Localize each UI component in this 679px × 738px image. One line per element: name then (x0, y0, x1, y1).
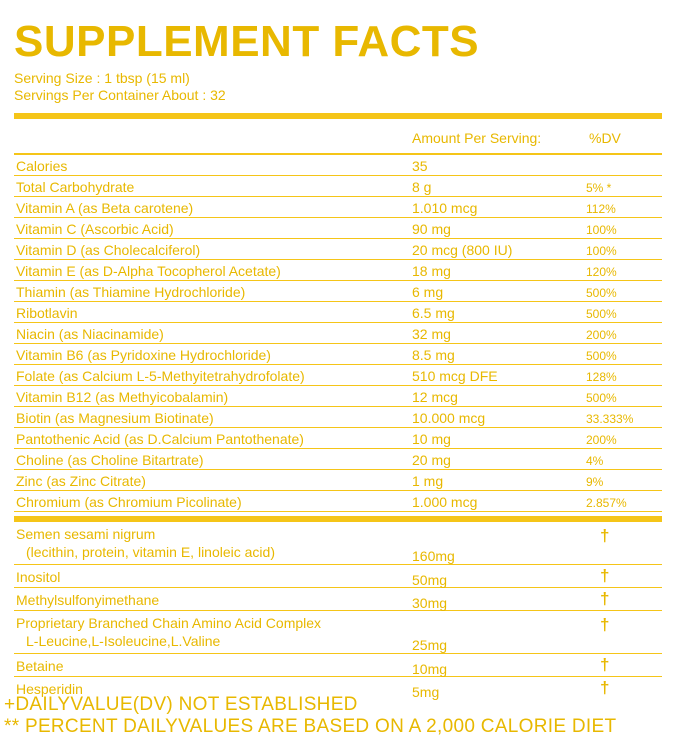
nutrient-amount: 10 mg (412, 431, 451, 447)
nutrient-name: Pantothenic Acid (as D.Calcium Pantothenate) (16, 431, 304, 447)
percent-dv-note: ** PERCENT DAILYVALUES ARE BASED ON A 2,000 CALORIE DIET (4, 716, 617, 737)
dagger-marker: † (600, 589, 610, 608)
ingredient-amount: 50mg (412, 572, 448, 588)
serving-info (14, 70, 662, 104)
nutrient-amount: 18 mg (412, 263, 451, 279)
nutrient-dv: 128% (586, 370, 617, 384)
nutrient-dv: 5% * (586, 181, 612, 195)
nutrient-name: Folate (as Calcium L-5-Methyitetrahydrofolate) (16, 368, 305, 384)
proprietary-row (14, 654, 662, 676)
column-header-row (14, 119, 662, 153)
panel-title: SUPPLEMENT FACTS (14, 17, 480, 66)
nutrient-dv: 500% (586, 286, 617, 300)
serving-size: Serving Size : 1 tbsp (15 ml) (14, 70, 190, 86)
nutrient-row (14, 428, 662, 448)
nutrient-amount: 90 mg (412, 221, 451, 237)
proprietary-row (14, 588, 662, 610)
nutrient-name: Chromium (as Chromium Picolinate) (16, 494, 242, 510)
dv-not-established-note: +DAILYVALUE(DV) NOT ESTABLISHED (4, 694, 358, 715)
nutrient-row (14, 386, 662, 406)
nutrient-dv: 9% (586, 475, 604, 489)
nutrient-dv: 120% (586, 265, 617, 279)
nutrient-row (14, 239, 662, 259)
nutrient-name: Vitamin E (as D-Alpha Tocopherol Acetate) (16, 263, 281, 279)
ingredient-subtext: L-Leucine,L-Isoleucine,L.Valine (26, 633, 221, 649)
nutrient-name: Vitamin B6 (as Pyridoxine Hydrochloride) (16, 347, 271, 363)
nutrient-list (14, 155, 662, 512)
dagger-marker: † (600, 615, 610, 634)
nutrient-row (14, 365, 662, 385)
nutrient-amount: 8.5 mg (412, 347, 455, 363)
supplement-facts-panel (14, 0, 662, 699)
servings-per-container: Servings Per Container About : 32 (14, 87, 226, 103)
ingredient-name: Semen sesami nigrum (16, 526, 156, 542)
ingredient-amount: 30mg (412, 595, 448, 611)
nutrient-row (14, 470, 662, 490)
nutrient-amount: 35 (412, 158, 428, 174)
nutrient-row (14, 197, 662, 217)
nutrient-row (14, 281, 662, 301)
ingredient-name: Methylsulfonyimethane (16, 592, 160, 608)
nutrient-dv: 500% (586, 391, 617, 405)
nutrient-name: Vitamin C (Ascorbic Acid) (16, 221, 174, 237)
ingredient-subtext: (lecithin, protein, vitamin E, linoleic acid) (26, 544, 275, 560)
dv-header: %DV (589, 130, 621, 146)
ingredient-amount: 10mg (412, 661, 448, 677)
ingredient-name: Proprietary Branched Chain Amino Acid Complex (16, 615, 322, 631)
ingredient-name: Betaine (16, 658, 64, 674)
ingredient-amount: 25mg (412, 637, 448, 653)
nutrient-amount: 1 mg (412, 473, 444, 489)
nutrient-dv: 33.333% (586, 412, 634, 426)
nutrient-name: Zinc (as Zinc Citrate) (16, 473, 146, 489)
dagger-marker: † (600, 678, 610, 697)
nutrient-amount: 10.000 mcg (412, 410, 486, 426)
nutrient-row (14, 155, 662, 175)
dagger-marker: † (600, 526, 610, 545)
amount-header: Amount Per Serving: (412, 130, 542, 146)
nutrient-name: Ribotlavin (16, 305, 78, 321)
nutrient-name: Vitamin D (as Cholecalciferol) (16, 242, 201, 258)
nutrient-amount: 20 mg (412, 452, 451, 468)
nutrient-name: Niacin (as Niacinamide) (16, 326, 164, 342)
nutrient-name: Choline (as Choline Bitartrate) (16, 452, 204, 468)
nutrient-dv: 500% (586, 307, 617, 321)
nutrient-row (14, 449, 662, 469)
nutrient-name: Total Carbohydrate (16, 179, 135, 195)
nutrient-amount: 510 mcg DFE (412, 368, 498, 384)
dagger-marker: † (600, 566, 610, 585)
nutrient-dv: 4% (586, 454, 604, 468)
nutrient-dv: 112% (586, 202, 616, 216)
ingredient-amount: 160mg (412, 548, 455, 564)
nutrient-amount: 6 mg (412, 284, 444, 300)
nutrient-name: Thiamin (as Thiamine Hydrochloride) (16, 284, 246, 300)
nutrient-name: Vitamin B12 (as Methyicobalamin) (16, 389, 229, 405)
nutrient-amount: 1.000 mcg (412, 494, 478, 510)
nutrient-row (14, 218, 662, 238)
nutrient-row (14, 323, 662, 343)
nutrient-row (14, 491, 662, 511)
nutrient-amount: 20 mcg (800 IU) (412, 242, 513, 258)
nutrient-row (14, 344, 662, 364)
nutrient-row (14, 302, 662, 322)
nutrient-dv: 100% (586, 223, 617, 237)
nutrient-dv: 200% (586, 328, 617, 342)
ingredient-name: Inositol (16, 569, 61, 585)
proprietary-list (14, 522, 662, 699)
nutrient-name: Calories (16, 158, 68, 174)
nutrient-name: Vitamin A (as Beta carotene) (16, 200, 194, 216)
proprietary-row (14, 522, 662, 564)
row-divider (14, 511, 662, 512)
proprietary-row (14, 565, 662, 587)
nutrient-amount: 6.5 mg (412, 305, 455, 321)
ingredient-name: Hesperidin (16, 681, 83, 697)
nutrient-row (14, 407, 662, 427)
nutrient-dv: 200% (586, 433, 617, 447)
nutrient-dv: 500% (586, 349, 617, 363)
nutrient-amount: 1.010 mcg (412, 200, 478, 216)
nutrient-row (14, 260, 662, 280)
nutrient-row (14, 176, 662, 196)
nutrient-amount: 32 mg (412, 326, 451, 342)
nutrient-amount: 8 g (412, 179, 432, 195)
nutrient-name: Biotin (as Magnesium Biotinate) (16, 410, 214, 426)
nutrient-dv: 2.857% (586, 496, 627, 510)
nutrient-dv: 100% (586, 244, 617, 258)
proprietary-row (14, 611, 662, 653)
dagger-marker: † (600, 655, 610, 674)
ingredient-amount: 5mg (412, 684, 440, 700)
nutrient-amount: 12 mcg (412, 389, 458, 405)
